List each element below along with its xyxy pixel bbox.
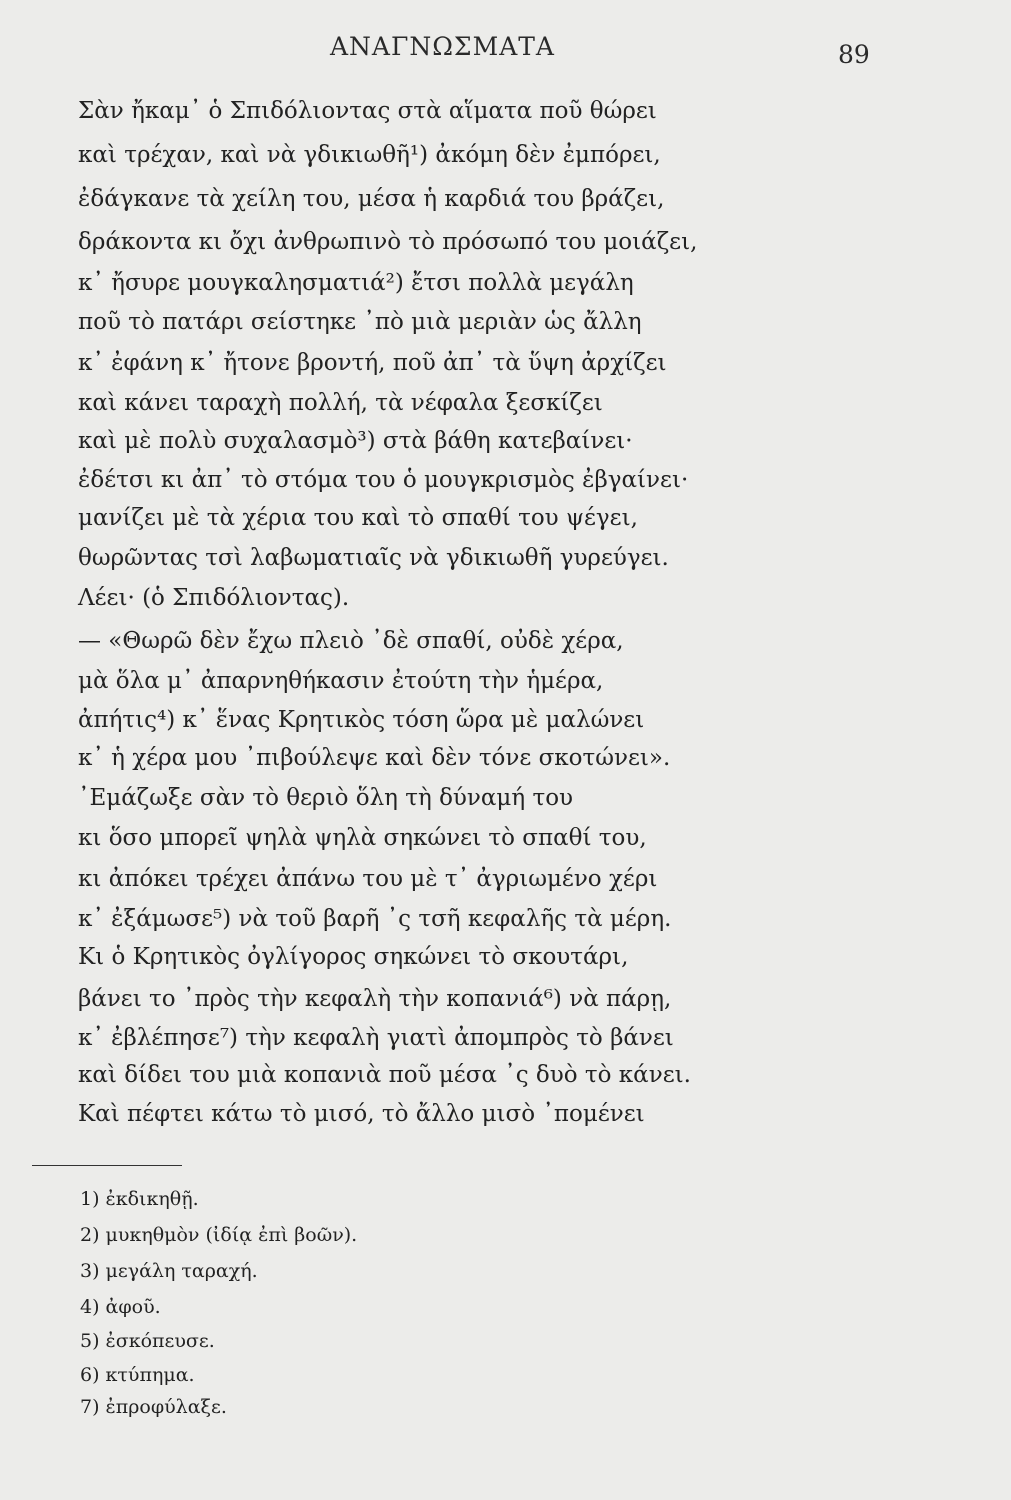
- verse-line: καὶ δίδει του μιὰ κοπανιὰ ποῦ μέσα ᾽ς δυὸ τὸ κάνει.: [78, 1062, 691, 1088]
- verse-line: — «Θωρῶ δὲν ἔχω πλειὸ ᾽δὲ σπαθί, οὐδὲ χέρα,: [78, 628, 624, 654]
- verse-line: κι ἀπόκει τρέχει ἀπάνω του μὲ τ᾽ ἀγριωμένο χέρι: [78, 866, 658, 892]
- footnote: 4) ἀφοῦ.: [80, 1296, 161, 1318]
- verse-line: κι ὅσο μπορεῖ ψηλὰ ψηλὰ σηκώνει τὸ σπαθί του,: [78, 825, 647, 851]
- verse-line: κ᾽ ἐβλέπησε⁷) τὴν κεφαλὴ γιατὶ ἀπομπρὸς τὸ βάνει: [78, 1025, 674, 1051]
- verse-line: ποῦ τὸ πατάρι σείστηκε ᾽πὸ μιὰ μεριὰν ὡς ἄλλη: [78, 309, 642, 335]
- verse-line: Καὶ πέφτει κάτω τὸ μισό, τὸ ἄλλο μισὸ ᾽πομένει: [78, 1101, 645, 1127]
- verse-line: κ᾽ ἤσυρε μουγκαλησματιά²) ἔτσι πολλὰ μεγάλη: [78, 270, 634, 296]
- verse-line: μὰ ὅλα μ᾽ ἀπαρνηθήκασιν ἐτούτη τὴν ἡμέρα,: [78, 668, 604, 694]
- verse-line: καὶ τρέχαν, καὶ νὰ γδικιωθῆ¹) ἀκόμη δὲν ἐμπόρει,: [78, 142, 661, 168]
- verse-line: κ᾽ ἡ χέρα μου ᾽πιβούλεψε καὶ δὲν τόνε σκοτώνει».: [78, 745, 671, 771]
- verse-line: θωρῶντας τσὶ λαβωματιαῖς νὰ γδικιωθῆ γυρεύγει.: [78, 545, 669, 571]
- verse-line: Σὰν ἤκαμ᾽ ὁ Σπιδόλιοντας στὰ αἵματα ποῦ θώρει: [78, 98, 657, 124]
- verse-line: ἐδάγκανε τὰ χείλη του, μέσα ἡ καρδιά του βράζει,: [78, 186, 665, 212]
- footnote: 7) ἐπροφύλαξε.: [80, 1396, 227, 1418]
- footnote-rule: [32, 1165, 182, 1166]
- verse-line: ἀπήτις⁴) κ᾽ ἕνας Κρητικὸς τόση ὥρα μὲ μαλώνει: [78, 707, 645, 733]
- verse-line: κ᾽ ἐξάμωσε⁵) νὰ τοῦ βαρῆ ᾽ς τσῆ κεφαλῆς τὰ μέρη.: [78, 906, 672, 932]
- footnote: 3) μεγάλη ταραχή.: [80, 1260, 258, 1282]
- footnote: 5) ἐσκόπευσε.: [80, 1330, 215, 1352]
- verse-line: ᾽Εμάζωξε σὰν τὸ θεριὸ ὅλη τὴ δύναμή του: [78, 785, 574, 811]
- verse-line-speaker: Λέει· (ὁ Σπιδόλιοντας).: [78, 585, 350, 611]
- verse-line: δράκοντα κι ὄχι ἀνθρωπινὸ τὸ πρόσωπό του μοιάζει,: [78, 229, 698, 255]
- running-title: ΑΝΑΓΝΩΣΜΑΤΑ: [330, 32, 555, 61]
- verse-line: Κι ὁ Κρητικὸς ὀγλίγορος σηκώνει τὸ σκουτάρι,: [78, 944, 629, 970]
- verse-line: μανίζει μὲ τὰ χέρια του καὶ τὸ σπαθί του ψέγει,: [78, 505, 638, 531]
- verse-line: κ᾽ ἐφάνη κ᾽ ἤτονε βροντή, ποῦ ἀπ᾽ τὰ ὕψη ἀρχίζει: [78, 350, 667, 376]
- verse-line: καὶ μὲ πολὺ συχαλασμὸ³) στὰ βάθη κατεβαίνει·: [78, 428, 633, 454]
- page-number: 89: [838, 40, 870, 69]
- footnote: 6) κτύπημα.: [80, 1364, 195, 1386]
- verse-line: ἐδέτσι κι ἀπ᾽ τὸ στόμα του ὁ μουγκρισμὸς ἐβγαίνει·: [78, 467, 689, 493]
- verse-line: βάνει το ᾽πρὸς τὴν κεφαλὴ τὴν κοπανιά⁶) νὰ πάρῃ,: [78, 986, 672, 1012]
- footnote: 1) ἐκδικηθῇ.: [80, 1188, 199, 1210]
- verse-line: καὶ κάνει ταραχὴ πολλή, τὰ νέφαλα ξεσκίζει: [78, 390, 603, 416]
- footnote: 2) μυκηθμὸν (ἰδίᾳ ἐπὶ βοῶν).: [80, 1224, 358, 1246]
